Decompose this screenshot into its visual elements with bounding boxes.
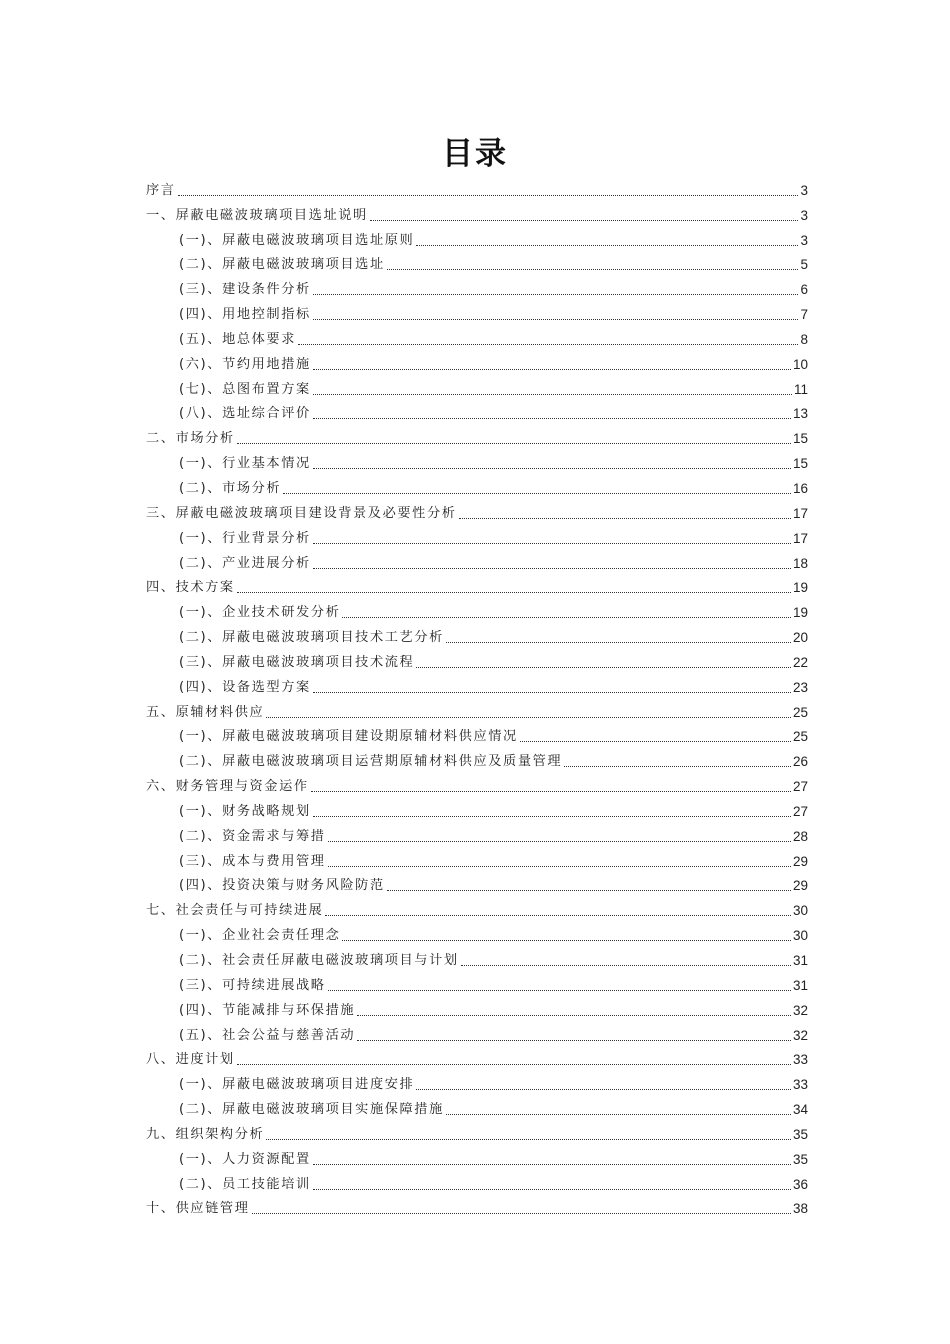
toc-entry-text: (三)、可持续进展战略: [179, 977, 326, 993]
toc-entry-text: 八、进度计划: [146, 1052, 235, 1068]
dot-leader: [313, 568, 791, 569]
toc-entry-text: (五)、社会公益与慈善活动: [179, 1027, 356, 1043]
toc-entry-text: 一、屏蔽电磁波玻璃项目选址说明: [146, 207, 368, 223]
toc-entry-text: (五)、地总体要求: [179, 331, 297, 347]
toc-entry[interactable]: [146, 1045, 808, 1070]
toc-subentry[interactable]: [146, 871, 808, 896]
toc-entry-text: (四)、设备选型方案: [179, 679, 311, 695]
dot-leader: [520, 741, 791, 742]
toc-entry[interactable]: [146, 771, 808, 796]
toc-page-number: 29: [792, 878, 808, 894]
toc-page-number: 10: [792, 356, 808, 372]
toc-subentry[interactable]: [146, 1144, 808, 1169]
toc-page-number: 32: [792, 1027, 808, 1043]
dot-leader: [325, 915, 791, 916]
toc-page-number: 3: [800, 182, 808, 198]
dot-leader: [461, 965, 791, 966]
toc-subentry[interactable]: [146, 274, 808, 299]
dot-leader: [266, 1139, 791, 1140]
toc-subentry[interactable]: [146, 448, 808, 473]
toc-subentry[interactable]: [146, 225, 808, 250]
toc-page-number: 23: [792, 679, 808, 695]
dot-leader: [416, 667, 791, 668]
toc-entry[interactable]: [146, 895, 808, 920]
toc-entry-text: (八)、选址综合评价: [179, 406, 311, 422]
toc-subentry[interactable]: [146, 995, 808, 1020]
toc-page-number: 17: [792, 505, 808, 521]
dot-leader: [313, 394, 792, 395]
dot-leader: [237, 443, 791, 444]
toc-entry-text: (六)、节约用地措施: [179, 356, 311, 372]
toc-entry-text: (二)、社会责任屏蔽电磁波玻璃项目与计划: [179, 953, 459, 968]
dot-leader: [328, 841, 791, 842]
dot-leader: [298, 344, 798, 345]
toc-entry[interactable]: [146, 175, 808, 200]
toc-page-number: 28: [792, 828, 808, 844]
dot-leader: [313, 294, 799, 295]
dot-leader: [357, 1015, 791, 1016]
dot-leader: [237, 592, 791, 593]
toc-entry-text: (二)、屏蔽电磁波玻璃项目选址: [179, 257, 385, 273]
toc-entry-text: (一)、屏蔽电磁波玻璃项目选址原则: [179, 232, 415, 248]
toc-page-number: 17: [792, 530, 808, 546]
toc-page-number: 30: [792, 928, 808, 944]
dot-leader: [564, 766, 791, 767]
toc-entry-text: (一)、企业社会责任理念: [179, 928, 341, 944]
dot-leader: [416, 1089, 791, 1090]
toc-page-number: 15: [792, 431, 808, 447]
toc-entry-text: (三)、建设条件分析: [179, 282, 311, 298]
toc-page-number: 38: [792, 1201, 808, 1217]
toc-page-number: 30: [792, 903, 808, 919]
toc-subentry[interactable]: [146, 250, 808, 275]
toc-entry[interactable]: [146, 1119, 808, 1144]
dot-leader: [313, 816, 791, 817]
toc-entry[interactable]: [146, 1194, 808, 1219]
dot-leader: [416, 245, 798, 246]
toc-entry-text: (二)、屏蔽电磁波玻璃项目运营期原辅材料供应及质量管理: [179, 754, 563, 770]
toc-page-number: 32: [792, 1002, 808, 1018]
dot-leader: [328, 990, 791, 991]
toc-entry-text: 九、组织架构分析: [146, 1126, 265, 1142]
toc-entry-text: (四)、用地控制指标: [179, 307, 311, 323]
toc-page-number: 29: [792, 853, 808, 869]
dot-leader: [266, 717, 791, 718]
toc-page-number: 27: [792, 803, 808, 819]
toc-entry-text: (七)、总图布置方案: [179, 381, 311, 397]
toc-entry-text: 序言: [146, 182, 176, 198]
dot-leader: [313, 543, 791, 544]
toc-entry-text: (二)、资金需求与筹措: [179, 828, 326, 844]
toc-subentry[interactable]: [146, 597, 808, 622]
dot-leader: [237, 1064, 791, 1065]
toc-page-number: 33: [792, 1052, 808, 1068]
toc-page-number: 19: [792, 580, 808, 596]
toc-page-number: 25: [792, 729, 808, 745]
toc-page-number: 20: [792, 630, 808, 646]
dot-leader: [283, 493, 791, 494]
toc-entry-text: 五、原辅材料供应: [146, 704, 265, 720]
toc-page-number: 34: [792, 1102, 808, 1118]
dot-leader: [387, 269, 799, 270]
toc-subentry[interactable]: [146, 548, 808, 573]
dot-leader: [313, 468, 791, 469]
toc-page-number: 3: [800, 232, 808, 248]
toc-subentry[interactable]: [146, 722, 808, 747]
dot-leader: [370, 220, 799, 221]
toc-page-number: 25: [792, 704, 808, 720]
toc-page-number: 26: [792, 754, 808, 770]
dot-leader: [446, 642, 791, 643]
dot-leader: [446, 1114, 791, 1115]
toc-entry-text: (四)、节能减排与环保措施: [179, 1002, 356, 1018]
dot-leader: [342, 940, 791, 941]
dot-leader: [328, 866, 791, 867]
dot-leader: [313, 692, 791, 693]
toc-subentry[interactable]: [146, 1069, 808, 1094]
dot-leader: [313, 418, 791, 419]
toc-entry-text: 七、社会责任与可持续进展: [146, 903, 324, 919]
toc-entry-text: (三)、成本与费用管理: [179, 853, 326, 869]
toc-page-number: 31: [792, 953, 808, 968]
toc-entry-text: 十、供应链管理: [146, 1201, 250, 1217]
dot-leader: [252, 1213, 791, 1214]
toc-subentry[interactable]: [146, 349, 808, 374]
toc-subentry[interactable]: [146, 647, 808, 672]
toc-entry-text: (二)、员工技能培训: [179, 1176, 311, 1192]
toc-entry-text: (四)、投资决策与财务风险防范: [179, 878, 385, 894]
toc-entry-text: 四、技术方案: [146, 580, 235, 596]
toc-entry-text: 三、屏蔽电磁波玻璃项目建设背景及必要性分析: [146, 505, 457, 521]
toc-page-number: 3: [800, 207, 808, 223]
toc-entry-text: (一)、屏蔽电磁波玻璃项目建设期原辅材料供应情况: [179, 729, 518, 745]
toc-entry-text: 二、市场分析: [146, 431, 235, 447]
toc-page-number: 27: [792, 779, 808, 795]
toc-entry-text: (一)、财务战略规划: [179, 803, 311, 819]
dot-leader: [313, 1164, 791, 1165]
toc-subentry[interactable]: [146, 473, 808, 498]
toc-entry[interactable]: [146, 498, 808, 523]
toc-subentry[interactable]: [146, 796, 808, 821]
toc-subentry[interactable]: [146, 846, 808, 871]
toc-subentry[interactable]: [146, 970, 808, 995]
dot-leader: [178, 195, 799, 196]
toc-subentry[interactable]: [146, 299, 808, 324]
dot-leader: [459, 518, 791, 519]
toc-page-number: 13: [792, 406, 808, 422]
toc-page-number: 18: [792, 555, 808, 571]
toc-entry-text: (一)、企业技术研发分析: [179, 605, 341, 621]
toc-subentry[interactable]: [146, 945, 808, 970]
toc-page-number: 19: [792, 605, 808, 621]
toc-subentry[interactable]: [146, 821, 808, 846]
table-of-contents: [146, 175, 808, 1218]
dot-leader: [313, 1189, 791, 1190]
toc-page-number: 5: [800, 257, 808, 273]
toc-entry-text: (二)、产业进展分析: [179, 555, 311, 571]
toc-subentry[interactable]: [146, 672, 808, 697]
toc-entry-text: 六、财务管理与资金运作: [146, 779, 309, 795]
toc-entry-text: (二)、市场分析: [179, 480, 282, 496]
toc-page-number: 15: [792, 456, 808, 472]
toc-entry-text: (一)、行业背景分析: [179, 530, 311, 546]
page-title: 目录: [442, 136, 508, 172]
toc-page-number: 7: [800, 307, 808, 323]
dot-leader: [357, 1040, 791, 1041]
toc-page-number: 8: [800, 331, 808, 347]
toc-entry-text: (一)、人力资源配置: [179, 1151, 311, 1167]
toc-page-number: 22: [792, 654, 808, 670]
dot-leader: [313, 369, 791, 370]
toc-page-number: 6: [800, 282, 808, 298]
toc-entry-text: (一)、屏蔽电磁波玻璃项目进度安排: [179, 1077, 415, 1093]
toc-entry-text: (三)、屏蔽电磁波玻璃项目技术流程: [179, 654, 415, 670]
toc-subentry[interactable]: [146, 523, 808, 548]
dot-leader: [313, 319, 799, 320]
toc-page-number: 35: [792, 1126, 808, 1142]
toc-subentry[interactable]: [146, 622, 808, 647]
toc-subentry[interactable]: [146, 1169, 808, 1194]
toc-entry[interactable]: [146, 423, 808, 448]
toc-subentry[interactable]: [146, 1020, 808, 1045]
toc-page-number: 31: [792, 977, 808, 993]
dot-leader: [387, 890, 791, 891]
toc-entry[interactable]: [146, 697, 808, 722]
toc-subentry[interactable]: [146, 1094, 808, 1119]
dot-leader: [342, 617, 791, 618]
toc-entry[interactable]: [146, 200, 808, 225]
toc-entry[interactable]: [146, 573, 808, 598]
toc-page-number: 36: [792, 1176, 808, 1192]
toc-page-number: 16: [792, 480, 808, 496]
toc-page-number: 11: [793, 381, 808, 397]
toc-page-number: 33: [792, 1077, 808, 1093]
toc-subentry[interactable]: [146, 746, 808, 771]
toc-entry-text: (二)、屏蔽电磁波玻璃项目技术工艺分析: [179, 630, 444, 646]
toc-subentry[interactable]: [146, 399, 808, 424]
toc-entry-text: (二)、屏蔽电磁波玻璃项目实施保障措施: [179, 1102, 444, 1118]
dot-leader: [311, 791, 791, 792]
toc-entry-text: (一)、行业基本情况: [179, 456, 311, 472]
toc-subentry[interactable]: [146, 324, 808, 349]
toc-subentry[interactable]: [146, 374, 808, 399]
toc-page-number: 35: [792, 1151, 808, 1167]
toc-subentry[interactable]: [146, 920, 808, 945]
